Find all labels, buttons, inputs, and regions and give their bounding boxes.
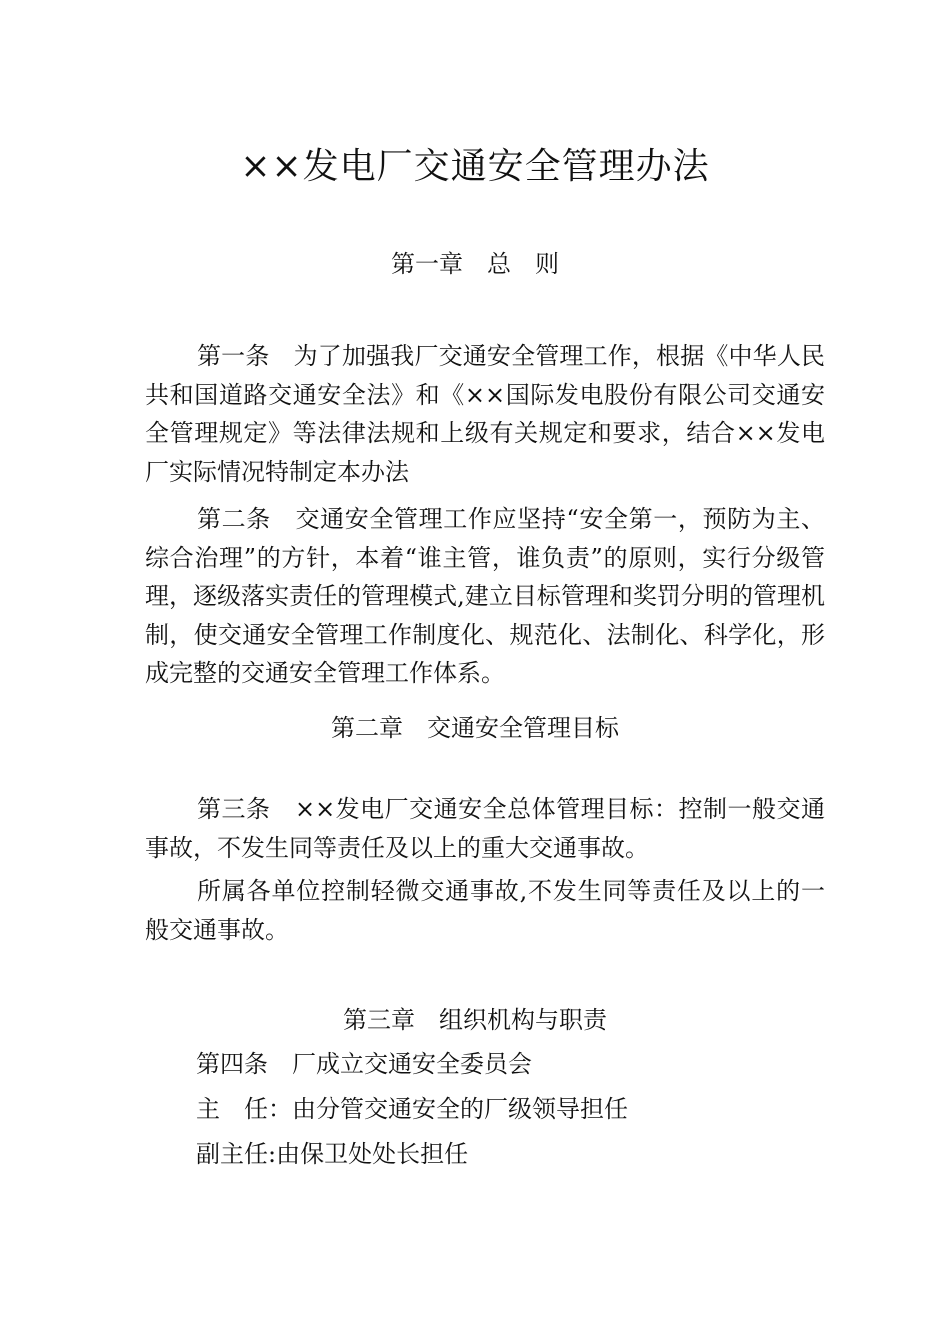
document-title: ××发电厂交通安全管理办法 xyxy=(240,146,710,187)
chapter-1-heading: 第一章 总 则 xyxy=(391,250,559,278)
article-3-paragraph-2: 所属各单位控制轻微交通事故,不发生同等责任及以上的一般交通事故。 xyxy=(145,877,825,944)
article-4: 第四条 厂成立交通安全委员会 xyxy=(196,1050,532,1078)
article-1: 第一条 为了加强我厂交通安全管理工作，根据《中华人民共和国道路交通安全法》和《××国际发电股份有限公司交通安全管理规定》等法律法规和上级有关规定和要求，结合××发电厂实际情况特制定本办法 xyxy=(145,342,825,486)
chapter-3-heading: 第三章 组织机构与职责 xyxy=(343,1006,607,1034)
chapter-2-heading: 第二章 交通安全管理目标 xyxy=(331,714,619,742)
article-2: 第二条 交通安全管理工作应坚持“安全第一，预防为主、综合治理”的方针，本着“谁主管，谁负责”的原则，实行分级管理，逐级落实责任的管理模式,建立目标管理和奖罚分明的管理机制，使交通安全管理工作制度化、规范化、法制化、科学化，形成完整的交通安全管理工作体系。 xyxy=(145,505,825,687)
committee-director: 主 任：由分管交通安全的厂级领导担任 xyxy=(196,1095,628,1123)
committee-deputy-director: 副主任:由保卫处处长担任 xyxy=(196,1140,469,1168)
article-3: 第三条 ××发电厂交通安全总体管理目标：控制一般交通事故，不发生同等责任及以上的重大交通事故。 xyxy=(145,795,825,862)
